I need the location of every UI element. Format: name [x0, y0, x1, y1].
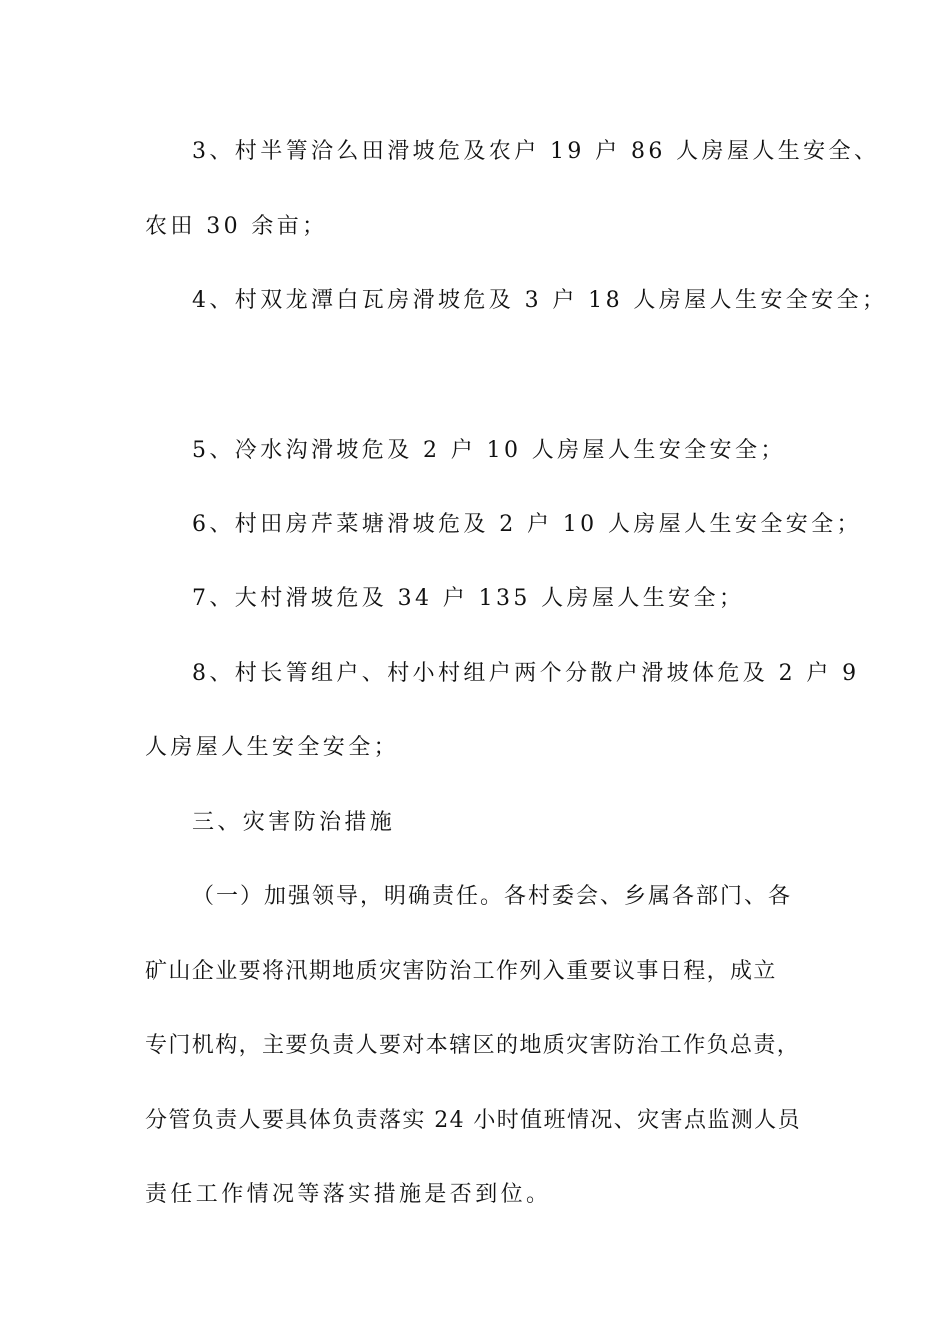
paragraph-line-4: 分管负责人要具体负责落实 24 小时值班情况、灾害点监测人员	[145, 1108, 801, 1133]
paragraph-line-2: 矿山企业要将汛期地质灾害防治工作列入重要议事日程，成立	[145, 959, 777, 984]
item-4: 4、村双龙潭白瓦房滑坡危及 3 户 18 人房屋人生安全安全；	[192, 288, 888, 313]
item-3-line-2: 农田 30 余亩；	[145, 214, 328, 239]
paragraph-line-5: 责任工作情况等落实措施是否到位。	[145, 1182, 552, 1207]
paragraph-line-1: （一）加强领导，明确责任。各村委会、乡属各部门、各	[192, 884, 793, 909]
paragraph-line-3: 专门机构，主要负责人要对本辖区的地质灾害防治工作负总责，	[145, 1033, 801, 1058]
item-6: 6、村田房芹菜塘滑坡危及 2 户 10 人房屋人生安全安全；	[192, 512, 862, 537]
item-5: 5、冷水沟滑坡危及 2 户 10 人房屋人生安全安全；	[192, 438, 786, 463]
item-8-line-1: 8、村长箐组户、村小村组户两个分散户滑坡体危及 2 户 9	[192, 661, 860, 686]
item-3-line-1: 3、村半箐洽么田滑坡危及农户 19 户 86 人房屋人生安全、	[192, 139, 880, 164]
item-8-line-2: 人房屋人生安全安全；	[145, 735, 400, 760]
item-7: 7、大村滑坡危及 34 户 135 人房屋人生安全；	[192, 586, 745, 611]
section-heading: 三、灾害防治措施	[192, 810, 396, 835]
